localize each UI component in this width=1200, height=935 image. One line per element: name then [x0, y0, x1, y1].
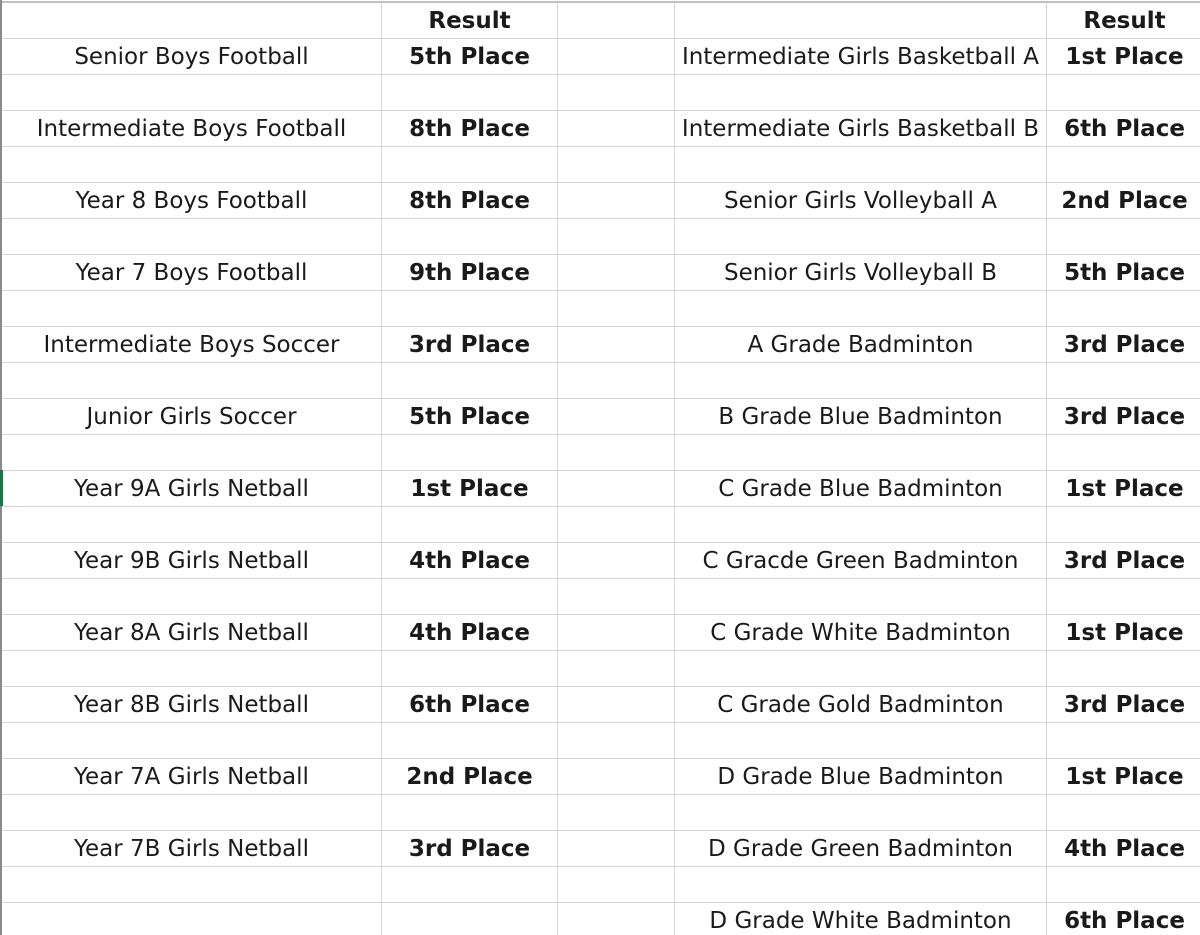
left-result-cell[interactable]: 5th Place: [382, 39, 558, 75]
gap-cell[interactable]: [558, 543, 675, 579]
left-result-cell[interactable]: 6th Place: [382, 687, 558, 723]
gap-cell[interactable]: [558, 111, 675, 147]
left-event-cell[interactable]: Year 9A Girls Netball: [2, 471, 382, 507]
right-result-cell[interactable]: 1st Place: [1047, 615, 1200, 651]
table-row: [2, 903, 1200, 935]
spacer-row: [2, 723, 1200, 759]
right-event-cell[interactable]: D Grade Green Badminton: [675, 831, 1047, 867]
left-event-cell[interactable]: Year 8A Girls Netball: [2, 615, 382, 651]
right-result-cell[interactable]: 3rd Place: [1047, 399, 1200, 435]
right-result-cell[interactable]: 1st Place: [1047, 471, 1200, 507]
empty-cell[interactable]: [1047, 723, 1200, 759]
empty-cell[interactable]: [382, 507, 558, 543]
empty-cell[interactable]: [382, 651, 558, 687]
spacer-row: [2, 147, 1200, 183]
right-event-cell[interactable]: C Grade Gold Badminton: [675, 687, 1047, 723]
window-left-edge: [0, 0, 2, 935]
left-event-cell[interactable]: Year 9B Girls Netball: [2, 543, 382, 579]
left-event-cell[interactable]: Senior Boys Football: [2, 39, 382, 75]
right-result-cell[interactable]: 4th Place: [1047, 831, 1200, 867]
left-event-cell[interactable]: Year 8B Girls Netball: [2, 687, 382, 723]
empty-cell[interactable]: [558, 147, 675, 183]
empty-cell[interactable]: [675, 507, 1047, 543]
spacer-row: [2, 75, 1200, 111]
right-result-cell[interactable]: 3rd Place: [1047, 687, 1200, 723]
empty-cell[interactable]: [1047, 75, 1200, 111]
left-result-cell[interactable]: 5th Place: [382, 399, 558, 435]
left-result-cell[interactable]: 3rd Place: [382, 831, 558, 867]
empty-cell[interactable]: [2, 867, 382, 903]
header-row: [2, 2, 1200, 39]
empty-cell[interactable]: [2, 147, 382, 183]
left-result-cell[interactable]: 9th Place: [382, 255, 558, 291]
right-event-cell[interactable]: Senior Girls Volleyball B: [675, 255, 1047, 291]
empty-cell[interactable]: [558, 219, 675, 255]
left-result-cell[interactable]: 8th Place: [382, 183, 558, 219]
right-result-cell[interactable]: 3rd Place: [1047, 327, 1200, 363]
empty-cell[interactable]: [382, 723, 558, 759]
empty-cell[interactable]: [558, 795, 675, 831]
table-row: [2, 831, 1200, 867]
right-event-cell[interactable]: B Grade Blue Badminton: [675, 399, 1047, 435]
gap-cell[interactable]: [558, 183, 675, 219]
header-cell-event-left[interactable]: [2, 2, 382, 39]
right-event-cell[interactable]: Intermediate Girls Basketball A: [675, 39, 1047, 75]
empty-cell[interactable]: [675, 867, 1047, 903]
gap-cell[interactable]: [558, 687, 675, 723]
empty-cell[interactable]: [558, 75, 675, 111]
spacer-row: [2, 219, 1200, 255]
results-table: [1, 1, 1200, 935]
right-event-cell[interactable]: D Grade Blue Badminton: [675, 759, 1047, 795]
empty-cell[interactable]: [382, 219, 558, 255]
left-event-cell[interactable]: Year 8 Boys Football: [2, 183, 382, 219]
active-cell-indicator: [0, 470, 3, 506]
spacer-row: [2, 507, 1200, 543]
gap-cell[interactable]: [558, 327, 675, 363]
empty-cell[interactable]: [675, 363, 1047, 399]
empty-cell[interactable]: [558, 867, 675, 903]
right-result-cell[interactable]: 2nd Place: [1047, 183, 1200, 219]
left-result-cell[interactable]: 1st Place: [382, 471, 558, 507]
empty-cell[interactable]: [558, 363, 675, 399]
empty-cell[interactable]: [2, 435, 382, 471]
header-cell-event-right[interactable]: [675, 2, 1047, 39]
empty-cell[interactable]: [1047, 147, 1200, 183]
left-result-cell[interactable]: 3rd Place: [382, 327, 558, 363]
empty-cell[interactable]: [2, 291, 382, 327]
empty-cell[interactable]: [2, 363, 382, 399]
empty-cell[interactable]: [382, 579, 558, 615]
empty-cell[interactable]: [558, 507, 675, 543]
right-event-cell[interactable]: Intermediate Girls Basketball B: [675, 111, 1047, 147]
right-result-cell[interactable]: 5th Place: [1047, 255, 1200, 291]
table-row: [2, 183, 1200, 219]
table-row: [2, 399, 1200, 435]
gap-cell[interactable]: [558, 903, 675, 935]
empty-cell[interactable]: [1047, 435, 1200, 471]
table-row: [2, 327, 1200, 363]
left-event-cell[interactable]: Intermediate Boys Football: [2, 111, 382, 147]
gap-cell[interactable]: [558, 759, 675, 795]
table-row: [2, 759, 1200, 795]
empty-cell[interactable]: [675, 651, 1047, 687]
gap-cell[interactable]: [558, 255, 675, 291]
header-result-left[interactable]: Result: [382, 2, 558, 39]
left-event-cell[interactable]: Year 7 Boys Football: [2, 255, 382, 291]
empty-cell[interactable]: [1047, 795, 1200, 831]
empty-cell[interactable]: [382, 867, 558, 903]
table-row: [2, 39, 1200, 75]
spacer-row: [2, 579, 1200, 615]
spacer-row: [2, 651, 1200, 687]
table-row: [2, 255, 1200, 291]
empty-cell[interactable]: [1047, 507, 1200, 543]
empty-cell[interactable]: [1047, 291, 1200, 327]
empty-cell[interactable]: [2, 651, 382, 687]
empty-cell[interactable]: [675, 723, 1047, 759]
empty-cell[interactable]: [1047, 579, 1200, 615]
table-row: [2, 687, 1200, 723]
empty-cell[interactable]: [558, 579, 675, 615]
right-event-cell[interactable]: C Grade White Badminton: [675, 615, 1047, 651]
left-result-cell[interactable]: 4th Place: [382, 543, 558, 579]
header-result-right[interactable]: Result: [1047, 2, 1200, 39]
right-result-cell[interactable]: 1st Place: [1047, 39, 1200, 75]
empty-cell[interactable]: [2, 723, 382, 759]
right-result-cell[interactable]: 3rd Place: [1047, 543, 1200, 579]
left-result-cell[interactable]: 8th Place: [382, 111, 558, 147]
left-event-cell[interactable]: Intermediate Boys Soccer: [2, 327, 382, 363]
table-row: [2, 615, 1200, 651]
empty-cell[interactable]: [2, 507, 382, 543]
right-result-cell[interactable]: 1st Place: [1047, 759, 1200, 795]
empty-cell[interactable]: [382, 147, 558, 183]
left-event-cell[interactable]: Junior Girls Soccer: [2, 399, 382, 435]
spacer-row: [2, 363, 1200, 399]
empty-cell[interactable]: [558, 651, 675, 687]
empty-cell[interactable]: [382, 75, 558, 111]
right-event-cell[interactable]: C Grade Blue Badminton: [675, 471, 1047, 507]
left-result-cell[interactable]: 2nd Place: [382, 759, 558, 795]
empty-cell[interactable]: [558, 723, 675, 759]
empty-cell[interactable]: [675, 75, 1047, 111]
empty-cell[interactable]: [1047, 651, 1200, 687]
empty-cell[interactable]: [1047, 219, 1200, 255]
empty-cell[interactable]: [382, 435, 558, 471]
right-result-cell[interactable]: 6th Place: [1047, 111, 1200, 147]
empty-cell[interactable]: [382, 795, 558, 831]
left-event-cell[interactable]: Year 7A Girls Netball: [2, 759, 382, 795]
right-event-cell[interactable]: A Grade Badminton: [675, 327, 1047, 363]
empty-cell[interactable]: [382, 363, 558, 399]
left-result-cell[interactable]: 4th Place: [382, 615, 558, 651]
gap-cell[interactable]: [558, 399, 675, 435]
spacer-row: [2, 867, 1200, 903]
left-event-cell[interactable]: [2, 903, 382, 935]
spacer-row: [2, 291, 1200, 327]
gap-cell[interactable]: [558, 471, 675, 507]
gap-cell[interactable]: [558, 831, 675, 867]
gap-cell[interactable]: [558, 39, 675, 75]
empty-cell[interactable]: [675, 795, 1047, 831]
empty-cell[interactable]: [675, 219, 1047, 255]
empty-cell[interactable]: [1047, 363, 1200, 399]
empty-cell[interactable]: [558, 435, 675, 471]
empty-cell[interactable]: [558, 291, 675, 327]
empty-cell[interactable]: [675, 291, 1047, 327]
empty-cell[interactable]: [2, 579, 382, 615]
gap-cell[interactable]: [558, 615, 675, 651]
empty-cell[interactable]: [2, 795, 382, 831]
right-event-cell[interactable]: D Grade White Badminton: [675, 903, 1047, 935]
left-event-cell[interactable]: Year 7B Girls Netball: [2, 831, 382, 867]
empty-cell[interactable]: [2, 219, 382, 255]
empty-cell[interactable]: [1047, 867, 1200, 903]
empty-cell[interactable]: [675, 435, 1047, 471]
spacer-row: [2, 435, 1200, 471]
empty-cell[interactable]: [2, 75, 382, 111]
right-result-cell[interactable]: 6th Place: [1047, 903, 1200, 935]
empty-cell[interactable]: [675, 147, 1047, 183]
header-cell-gap[interactable]: [558, 2, 675, 39]
empty-cell[interactable]: [382, 291, 558, 327]
table-row: [2, 111, 1200, 147]
left-result-cell[interactable]: [382, 903, 558, 935]
table-row: [2, 543, 1200, 579]
right-event-cell[interactable]: C Gracde Green Badminton: [675, 543, 1047, 579]
empty-cell[interactable]: [675, 579, 1047, 615]
right-event-cell[interactable]: Senior Girls Volleyball A: [675, 183, 1047, 219]
spacer-row: [2, 795, 1200, 831]
table-row: [2, 471, 1200, 507]
